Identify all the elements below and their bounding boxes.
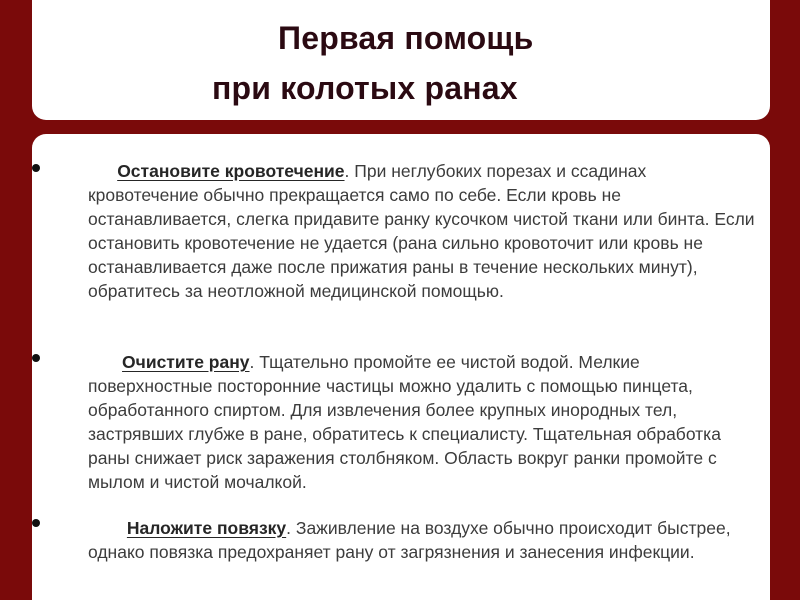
title-card [32,0,770,120]
bullet-item-apply-bandage [88,516,760,564]
bullet-text: . При неглубоких порезах и ссадинах кровотечение обычно прекращается само по себе. Если кровь не останавливается, слегка придавите ранку кусочком чистой ткани или бинта. Если остановить кровотечение не удается (рана сильно кровоточит или кровь не останавливается даже после прижатия раны в течение нескольких минут), обратитесь за неотложной медицинской помощью. [88,161,755,301]
bullet-text: . Тщательно промойте ее чистой водой. Мелкие поверхностные посторонние частицы можно удалить с помощью пинцета, обработанного спиртом. Для извлечения более крупных инородных тел, застрявших глубже в ране, обратитесь к специалисту. Тщательная обработка раны снижает риск заражения столбняком. Область вокруг ранки промойте с мылом и чистой мочалкой. [88,352,721,492]
slide-title-line-1: Первая помощь [278,20,534,56]
slide-title-line-2: при колотых ранах [212,70,518,106]
bullet-dot-icon [32,164,40,172]
bullet-item-stop-bleeding [88,159,760,303]
content-card [32,134,770,600]
bullet-text: . Заживление на воздухе обычно происходит быстрее, однако повязка предохраняет рану от загрязнения и занесения инфекции. [88,518,731,562]
bullet-lead: Очистите рану [122,352,250,372]
bullet-lead: Остановите кровотечение [117,161,345,181]
bullet-item-clean-wound [88,350,760,494]
bullet-dot-icon [32,519,40,527]
bullet-dot-icon [32,354,40,362]
bullet-lead: Наложите повязку [126,518,287,538]
